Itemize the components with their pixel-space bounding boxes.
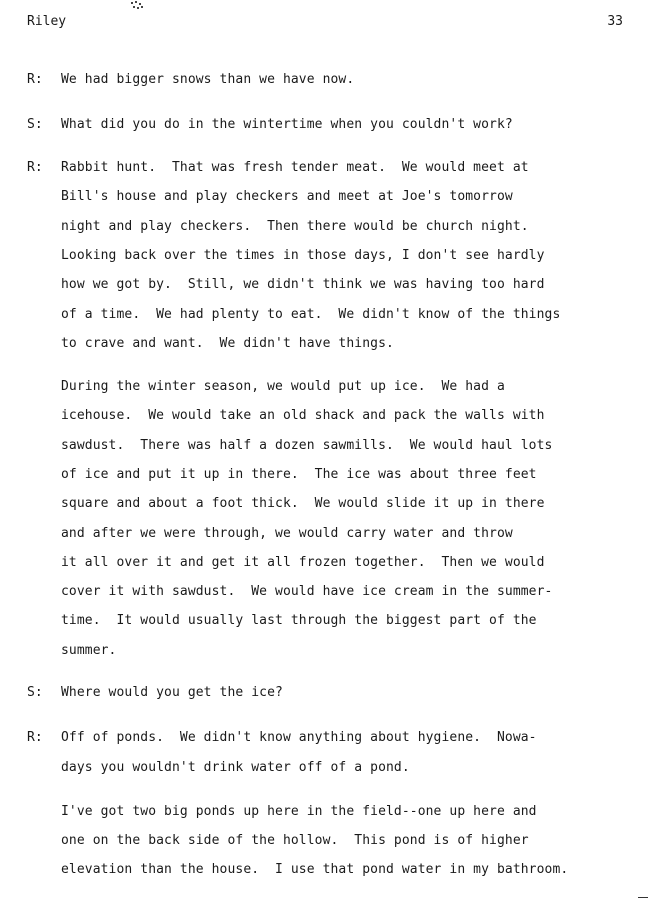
- speaker-label: R:: [27, 160, 43, 175]
- text-line: cover it with sawdust. We would have ice cream in the summer-: [61, 584, 553, 600]
- text-line: of ice and put it up in there. The ice was about three feet: [61, 466, 537, 482]
- interviewee-name: Riley: [27, 14, 67, 29]
- text-line: elevation than the house. I use that pond water in my bathroom.: [61, 862, 569, 877]
- speaker-label: R:: [27, 72, 43, 87]
- text-line: summer.: [61, 642, 117, 658]
- text-line: icehouse. We would take an old shack and pack the walls with: [61, 408, 545, 424]
- text-line: how we got by. Still, we didn't think we was having too hard: [61, 277, 545, 293]
- text-line: one on the back side of the hollow. This pond is of higher: [61, 833, 529, 848]
- text-line: I've got two big ponds up here in the field--one up here and: [61, 804, 537, 819]
- speaker-label: R:: [27, 730, 43, 745]
- text-line: night and play checkers. Then there would be church night.: [61, 218, 529, 234]
- text-line: During the winter season, we would put up ice. We had a: [61, 379, 505, 394]
- text-line: Bill's house and play checkers and meet at Joe's tomorrow: [61, 189, 513, 205]
- scan-edge-mark: [638, 897, 648, 898]
- text-line: What did you do in the wintertime when you couldn't work?: [61, 117, 513, 132]
- text-line: Where would you get the ice?: [61, 685, 283, 700]
- speaker-label: S:: [27, 685, 43, 700]
- text-line: it all over it and get it all frozen together. Then we would: [61, 554, 545, 570]
- text-line: sawdust. There was half a dozen sawmills. We would haul lots: [61, 437, 553, 453]
- text-line: and after we were through, we would carry water and throw: [61, 525, 513, 541]
- text-line: of a time. We had plenty to eat. We didn't know of the things: [61, 306, 561, 322]
- text-line: Looking back over the times in those days, I don't see hardly: [61, 247, 545, 263]
- text-line: to crave and want. We didn't have things.: [61, 335, 394, 351]
- text-line: time. It would usually last through the biggest part of the: [61, 613, 537, 629]
- text-line: Rabbit hunt. That was fresh tender meat. We would meet at: [61, 160, 529, 175]
- text-line: square and about a foot thick. We would slide it up in there: [61, 496, 545, 512]
- text-line: Off of ponds. We didn't know anything about hygiene. Nowa-: [61, 730, 537, 745]
- text-line: days you wouldn't drink water off of a pond.: [61, 760, 410, 775]
- page-number: 33: [607, 14, 623, 29]
- scan-artifact: [129, 0, 145, 12]
- speaker-label: S:: [27, 117, 43, 132]
- text-line: We had bigger snows than we have now.: [61, 72, 355, 87]
